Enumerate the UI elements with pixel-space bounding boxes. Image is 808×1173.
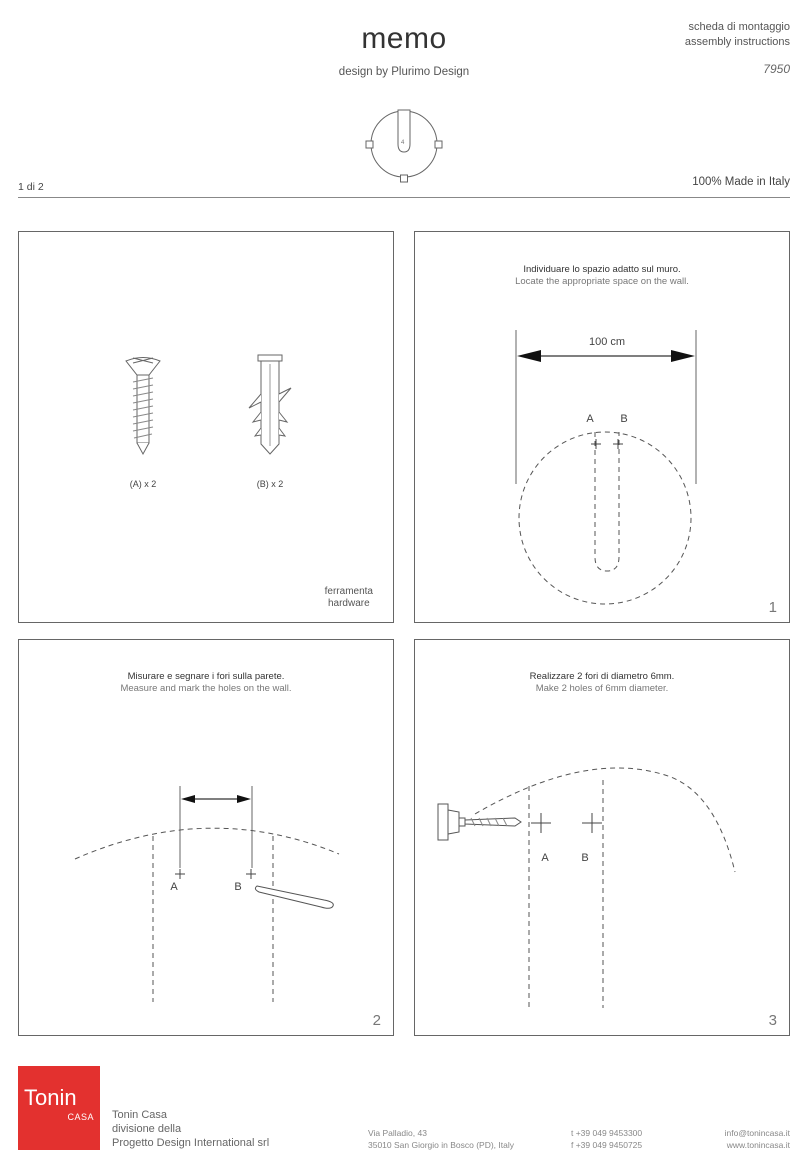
screw-label: (A) x 2 [129,479,157,489]
step-1-caption-en: Locate the appropriate space on the wall. [515,276,689,287]
hole-a-label: A [586,413,594,425]
tonin-casa-logo [18,1066,100,1150]
document-type-it: scheda di montaggio [688,21,790,33]
step-2-diagram [19,640,395,1037]
logo-brand: Tonin [24,1085,77,1110]
fax-number: f +39 049 9450725 [571,1140,643,1150]
hardware-caption-en: hardware [327,598,370,609]
product-title: memo [361,22,447,55]
hole-b-label: B [234,881,242,893]
hole-a-mark-icon [175,869,185,879]
clock-outline [519,432,691,604]
plug-label: (B) x 2 [256,479,284,489]
product-code: 7950 [763,62,790,76]
phone-fax [571,1127,642,1151]
hardware-panel [18,231,394,623]
hole-b-mark-icon [246,869,256,879]
designer-credit: design by Plurimo Design [338,66,470,78]
company-info [112,1108,269,1150]
hole-a-label: A [541,852,549,864]
step-3-number: 3 [768,1012,777,1029]
document-type [685,20,790,50]
step-2-number: 2 [372,1012,381,1029]
web-contacts [725,1127,790,1151]
hardware-caption [325,586,373,610]
step-1-diagram [415,232,791,624]
address-line-2: 35010 San Giorgio in Bosco (PD), Italy [368,1140,514,1150]
step-2-caption-it: Misurare e segnare i fori sulla parete. [127,671,285,682]
step-1-panel [414,231,790,623]
hole-a-label: A [170,881,178,893]
step-3-caption-en: Make 2 holes of 6mm diameter. [535,683,669,694]
drill-bit-icon [438,804,521,840]
step-1-number: 1 [768,599,777,616]
pencil-icon [255,886,333,908]
document-type-en: assembly instructions [684,36,790,48]
wall-plug-icon [249,355,291,454]
arrow-right-icon [671,350,695,362]
hole-a-mark-icon [591,439,601,449]
step-2-caption-en: Measure and mark the holes on the wall. [120,683,292,694]
step-3-caption-it: Realizzare 2 fori di diametro 6mm. [529,671,675,682]
company-line-1: Tonin Casa [112,1109,168,1121]
email-link[interactable]: info@tonincasa.it [724,1128,790,1138]
arrow-left-icon [181,795,195,803]
hand-outline [595,432,619,571]
clock-arc [75,828,339,859]
header-divider [18,197,790,198]
hole-b-label: B [620,413,628,425]
hole-b-mark-icon [582,813,602,833]
step-3-diagram [415,640,791,1037]
width-dimension: 100 cm [588,336,626,348]
hardware-illustration [19,232,395,624]
arrow-right-icon [237,795,251,803]
step-3-panel [414,639,790,1036]
logo-sub: CASA [67,1112,94,1122]
hole-b-mark-icon [613,439,623,449]
website-link[interactable]: www.tonincasa.it [726,1140,790,1150]
screw-icon [126,358,160,455]
svg-text:4: 4 [401,140,405,146]
step-2-panel [18,639,394,1036]
address-line-1: Via Palladio, 43 [368,1128,427,1138]
arrow-left-icon [517,350,541,362]
product-thumbnail-icon [362,104,446,188]
hole-a-mark-icon [531,813,551,833]
made-in-italy: 100% Made in Italy [692,176,790,188]
page-number: 1 di 2 [18,181,44,193]
hole-b-label: B [581,852,589,864]
hardware-caption-it: ferramenta [324,586,373,597]
company-line-3: Progetto Design International srl [112,1137,270,1149]
step-1-caption-it: Individuare lo spazio adatto sul muro. [523,264,681,275]
address [368,1127,514,1151]
company-line-2: divisione della [112,1123,182,1135]
phone-number: t +39 049 9453300 [571,1128,643,1138]
